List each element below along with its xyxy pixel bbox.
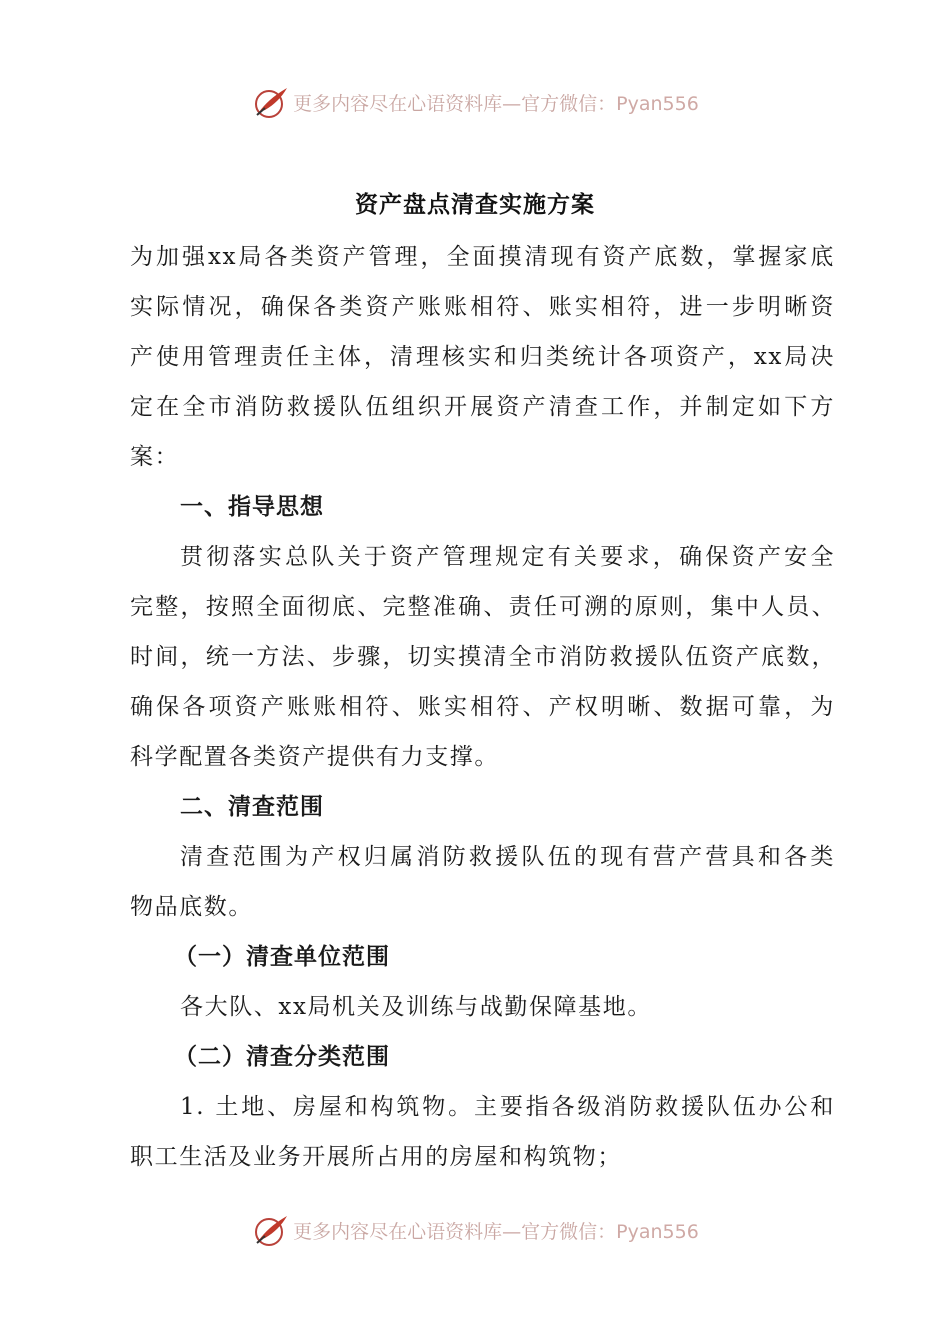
paragraph-line: 1. 土地、房屋和构筑物。主要指各级消防救援队伍办公和 [180, 1094, 835, 1120]
quill-pen-logo-icon [251, 1210, 291, 1250]
document-body [130, 232, 835, 1182]
section1-paragraph [130, 532, 835, 782]
watermark-bottom [0, 1210, 950, 1250]
paragraph-line: 职工生活及业务开展所占用的房屋和构筑物； [130, 1144, 622, 1170]
document-title: 资产盘点清查实施方案 [355, 192, 595, 218]
paragraph-line: 贯彻落实总队关于资产管理规定有关要求，确保资产安全 [180, 544, 835, 570]
paragraph-line: 科学配置各类资产提供有力支撑。 [130, 744, 499, 770]
section2-paragraph [130, 832, 835, 932]
watermark-text: 更多内容尽在心语资料库—官方微信：Pyan556 [293, 92, 699, 115]
watermark-top [0, 82, 950, 122]
watermark-wechat-id: Pyan556 [616, 1220, 699, 1243]
subsection-heading-unit-scope: （一）清查单位范围 [174, 944, 390, 970]
paragraph-line: 清查范围为产权归属消防救援队伍的现有营产营具和各类 [180, 844, 835, 870]
subsection-heading-category-scope: （二）清查分类范围 [174, 1044, 390, 1070]
section-heading-guiding-ideology: 一、指导思想 [180, 494, 324, 520]
watermark-text: 更多内容尽在心语资料库—官方微信：Pyan556 [293, 1220, 699, 1243]
quill-pen-logo-icon [251, 82, 291, 122]
paragraph-line: 实际情况，确保各类资产账账相符、账实相符，进一步明晰资 [130, 294, 835, 320]
paragraph-line: 案： [130, 444, 180, 470]
paragraph-line: 产使用管理责任主体，清理核实和归类统计各项资产，xx局决 [130, 344, 835, 370]
watermark-wechat-id: Pyan556 [616, 92, 699, 115]
paragraph-line: 时间，统一方法、步骤，切实摸清全市消防救援队伍资产底数， [130, 644, 835, 670]
paragraph-line: 各大队、xx局机关及训练与战勤保障基地。 [180, 994, 652, 1020]
paragraph-line: 为加强xx局各类资产管理，全面摸清现有资产底数，掌握家底 [130, 244, 835, 270]
paragraph-line: 物品底数。 [130, 894, 253, 920]
section-heading-scope: 二、清查范围 [180, 794, 324, 820]
paragraph-line: 完整，按照全面彻底、完整准确、责任可溯的原则，集中人员、 [130, 594, 835, 620]
paragraph-line: 确保各项资产账账相符、账实相符、产权明晰、数据可靠，为 [130, 694, 835, 720]
subsection2-paragraph [130, 1082, 835, 1182]
intro-paragraph [130, 232, 835, 482]
paragraph-line: 定在全市消防救援队伍组织开展资产清查工作，并制定如下方 [130, 394, 835, 420]
